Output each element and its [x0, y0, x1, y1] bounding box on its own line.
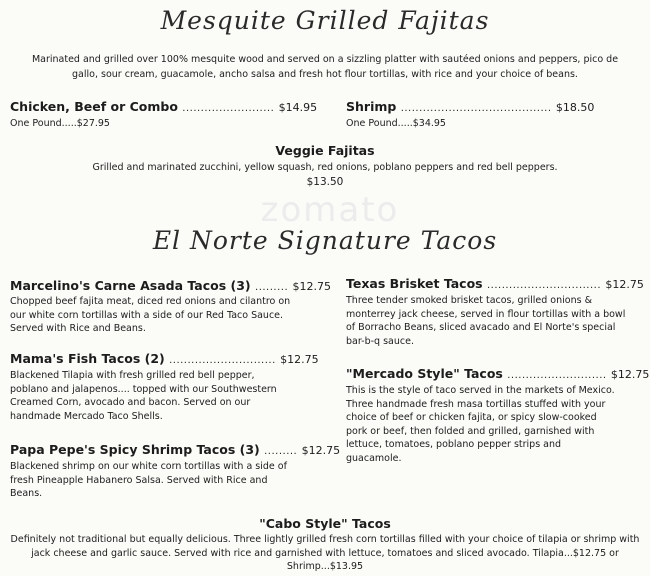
watermark: zomato — [260, 190, 400, 230]
item-price: $12.75 — [605, 278, 644, 291]
item-name: Mama's Fish Tacos (2) — [10, 351, 165, 366]
mama-fish-taco-desc: Blackened Tilapia with fresh grilled red bell pepper, poblano and jalapenos.... topped with our Southwestern Creamed Corn, avocado and bacon. Served on our handmade Mercado Taco Shells. — [10, 370, 277, 422]
papa-pepe-taco-item — [10, 442, 340, 457]
shrimp-fajita-item — [346, 99, 594, 114]
texas-brisket-taco-desc: Three tender smoked brisket tacos, grilled onions & monterrey jack cheese, served in flour tortillas with a bowl of Borracho Beans, sliced avacado and El Norte's special bar-b-q sauce. — [346, 295, 626, 347]
veggie-fajitas-name: Veggie Fajitas — [275, 143, 375, 158]
leader-dots: ........................... — [507, 370, 607, 381]
item-name: Marcelino's Carne Asada Tacos (3) — [10, 278, 251, 293]
tacos-title: El Norte Signature Tacos — [152, 226, 498, 255]
veggie-fajitas-desc: Grilled and marinated zucchini, yellow squash, red onions, poblano peppers and red bell peppers. — [92, 162, 558, 173]
mercado-style-taco-item — [346, 366, 649, 381]
item-price: $12.75 — [610, 368, 650, 381]
item-name: Shrimp — [346, 99, 397, 114]
item-name: Papa Pepe's Spicy Shrimp Tacos (3) — [10, 442, 260, 457]
cabo-style-taco-name: "Cabo Style" Tacos — [259, 516, 391, 531]
leader-dots: ......... — [264, 446, 298, 457]
marcelino-taco-desc: Chopped beef fajita meat, diced red onions and cilantro on our white corn tortillas with a side of our Red Taco Sauce. Served with Rice and Beans. — [10, 296, 291, 335]
veggie-fajitas-price: $13.50 — [306, 176, 344, 188]
item-price: $12.75 — [292, 280, 331, 293]
item-price: $12.75 — [280, 353, 319, 366]
papa-pepe-taco-desc: Blackened shrimp on our white corn tortillas with a side of fresh Pineapple Habanero Salsa. Served with Rice and Beans. — [10, 461, 287, 500]
chicken-beef-combo-item — [10, 99, 317, 114]
item-price: $18.50 — [555, 101, 595, 114]
item-price: $12.75 — [301, 444, 341, 457]
leader-dots: ......... — [255, 282, 289, 293]
fajitas-intro: Marinated and grilled over 100% mesquite wood and served on a sizzling platter with sautéed onions and peppers, pico de gallo, sour cream, guacamole, ancho salsa and fresh hot flour tortillas, with rice and your choice of beans. — [31, 54, 619, 80]
item-name: "Mercado Style" Tacos — [346, 366, 503, 381]
cabo-style-taco-desc: Definitely not traditional but equally delicious. Three lightly grilled fresh corn tortillas filled with your choice of tilapia or shrimp with jack cheese and garlic sauce. Served with rice and garnished with lettuce, tomatoes and sliced avocado. Tilapia...$12.75 or Shrimp...$13.95 — [10, 534, 640, 573]
texas-brisket-taco-item — [346, 276, 644, 291]
leader-dots: ............................... — [486, 280, 602, 291]
mama-fish-taco-item — [10, 351, 319, 366]
mercado-style-taco-desc: This is the style of taco served in the markets of Mexico. Three handmade fresh masa tortillas stuffed with your choice of beef or chicken fajita, or spicy slow-cooked pork or beef, then folded and grilled, garnished with lettuce, tomatoes, poblano pepper strips and guacamole. — [346, 385, 615, 464]
item-name: Chicken, Beef or Combo — [10, 99, 178, 114]
item-name: Texas Brisket Tacos — [346, 276, 483, 291]
leader-dots: ............................. — [169, 355, 276, 366]
shrimp-one-pound-price: One Pound.....$34.95 — [346, 118, 446, 129]
marcelino-taco-item — [10, 278, 331, 293]
item-price: $14.95 — [278, 101, 318, 114]
leader-dots: ......................................... — [400, 103, 552, 114]
chicken-one-pound-price: One Pound.....$27.95 — [10, 118, 110, 129]
leader-dots: ......................... — [182, 103, 275, 114]
fajitas-title: Mesquite Grilled Fajitas — [160, 6, 490, 35]
